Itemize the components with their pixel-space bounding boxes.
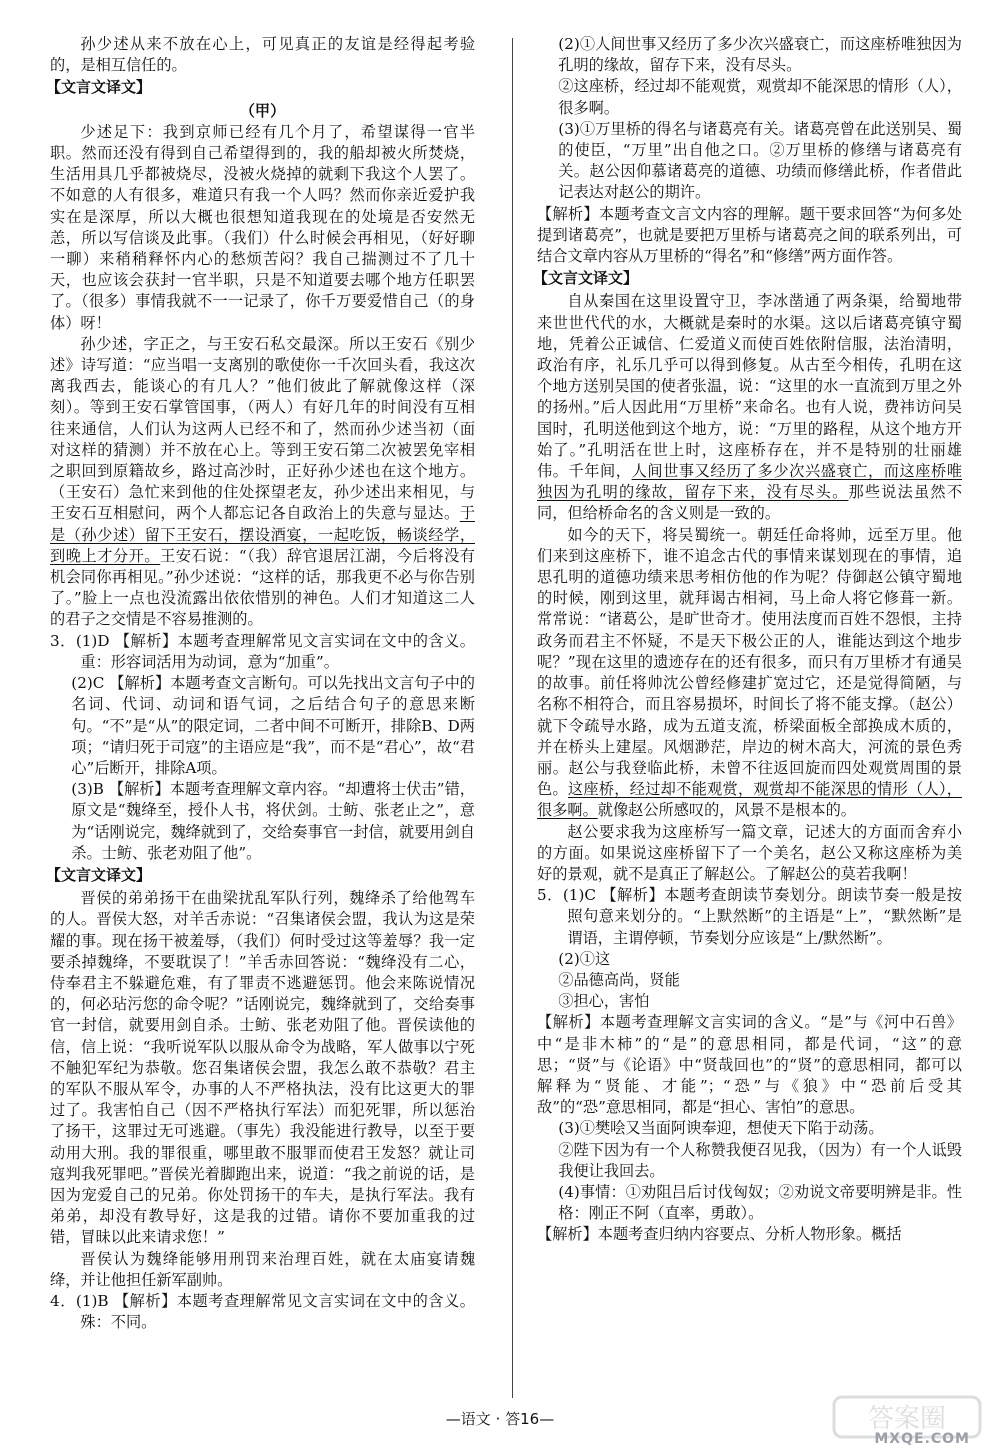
page-footer: —语文 · 答16— <box>445 1410 555 1428</box>
left-column <box>46 34 475 1333</box>
translation-3-part-a: 自从秦国在这里设置守卫，李冰凿通了两条渠，给蜀地带来世世代代的水，大概就是秦时的水渠。这以后诸葛亮镇守蜀地，凭着公正诚信、仁爱道义而使百姓依附信服，法治清明，政治有序，礼乐几乎可以得到修复。从古至今相传，孔明在这个地方送别吴国的使者张温，说：“这里的水一直流到万里之外的扬州。”后人因此用“万里桥”来命名。也有人说，费祎访问吴国时，孔明送他到这个地方，说：“万里的路程，从这个地方开始了。”孔明活在世上时，这座桥存在，并不是特别的壮丽雄伟。千年间， <box>537 292 962 481</box>
question-4-1: 4．(1)B 【解析】本题考查理解常见文言实词在文中的含义。殊：不同。 <box>50 1291 475 1332</box>
translation-3-paragraph-1 <box>537 291 962 524</box>
passage-yi-underlined: 于是（孙少述）留下王安石，摆设酒宴，一起吃饭，畅谈经学，到晚上才分开。 <box>50 504 475 565</box>
translation-3-part-b: 那些说法虽然不同，但给桥命名的含义则是一致的。 <box>537 483 963 523</box>
question-3-3: (3)B 【解析】本题考查理解文章内容。“却遭将士伏击”错，原文是“魏绛至，授仆人书，将伏剑。士鲂、张老止之”，意为“话刚说完，魏绛就到了，交给奏事官一封信，就要用剑自杀。士鲂、张老劝阻了他”。 <box>71 780 475 862</box>
watermark-text: 答案圈 <box>867 1404 947 1434</box>
question-5-3-a: (3)①樊哙又当面阿谀奉迎，想使天下陷于动荡。 <box>558 1119 884 1138</box>
passage-yi-part-a: 孙少述，字正之，与王安石私交最深。所以王安石《别少述》诗写道：“应当唱一支离别的歌使你一千次回头看，我这次离我西去，能谈心的有几人？”他们彼此了解就像这样（深刻）。等到王安石掌管国事，（两人）有好几年的时间没有互相往来通信，人们认为这两人已经不和了，然而孙少述当初（面对这样的猜测）并不放在心上。等到王安石第二次被罢免宰相之职回到原籍故乡，路过高沙时，正好孙少述也在这个地方。（王安石）急忙来到他的住处探望老友，孙少述出来相见，与王安石互相慰问，两个人都忘记各自政治上的失意与显达。 <box>50 334 475 523</box>
section-heading-translation-3: 【文言文译文】 <box>533 269 639 288</box>
question-3-analysis: 【解析】本题考查文言文内容的理解。题干要求回答“为何多处提到诸葛亮”，也就是要把万里桥与诸葛亮之间的联系列出，可结合文章内容从万里桥的“得名”和“修缮”两方面作答。 <box>537 204 962 266</box>
question-5-3-b: ②陛下因为有一个人称赞我便召见我，（因为）有一个人诋毁我便让我回去。 <box>558 1140 962 1180</box>
passage-yi-part-b: 王安石说：“（我）辞官退居江湖，今后将没有机会同你再相见。”孙少述说：“这样的话，那我更不必与你告别了。”脸上一点也没流露出依依惜别的神色。人们才知道这二人的君子之交情是不容易推测的。 <box>50 546 475 629</box>
question-3-1: 3．(1)D 【解析】本题考查理解常见文言实词在文中的含义。重：形容词活用为动词，意为“加重”。 <box>50 631 475 671</box>
translation-3-paragraph-3: 赵公要求我为这座桥写一篇文章，记述大的方面而舍弃小的方面。如果说这座桥留下了一个美名，赵公又称这座桥为美好的景观，就不是真正了解赵公。了解赵公的莫若我啊！ <box>537 822 962 883</box>
question-2-answer-2: ②这座桥，经过却不能观赏，观赏却不能深思的情形（人），很多啊。 <box>558 77 962 117</box>
passage-jia-title: （甲） <box>239 101 286 120</box>
section-heading-translation-1: 【文言文译文】 <box>46 78 152 97</box>
section-heading-translation-2: 【文言文译文】 <box>46 865 152 884</box>
question-3-answer: (3)①万里桥的得名与诸葛亮有关。诸葛亮曾在此送别吴、蜀的使臣，“万里”出自他之口。②万里桥的修缮与诸葛亮有关。赵公因仰慕诸葛亮的道德、功绩而修缮此桥，作者借此记表达对赵公的期许。 <box>558 119 962 202</box>
question-5-2-a: (2)①这 <box>558 949 611 968</box>
question-5-4: (4)事情：①劝阻吕后讨伐匈奴；②劝说文帝要明辨是非。性格：刚正不阿（直率，勇敢）。 <box>558 1182 962 1223</box>
question-5-1: 5．(1)C 【解析】本题考查朗读节奏划分。朗读节奏一般是按照句意来划分的。“上默然断”的主语是“上”，“默然断”是谓语，主谓停顿，节奏划分应该是“上/默然断”。 <box>537 886 962 947</box>
question-5-4-analysis: 【解析】本题考查归纳内容要点、分析人物形象。概括 <box>537 1225 902 1244</box>
question-2-answer-1: (2)①人间世事又经历了多少次兴盛衰亡，而这座桥唯独因为孔明的缘故，留存下来，没有尽头。 <box>558 35 962 75</box>
watermark-url: MXQE.COM <box>874 1431 970 1447</box>
question-5-2-c: ③担心，害怕 <box>558 992 650 1011</box>
passage-yi-translation <box>50 334 475 631</box>
translation-3-underlined-2: 这座桥，经过却不能观赏，观赏却不能深思的情形（人），很多啊。 <box>537 780 962 820</box>
right-column <box>533 34 963 1246</box>
intro-paragraph: 孙少述从来不放在心上，可见真正的友谊是经得起考验的，是相互信任的。 <box>50 35 475 75</box>
translation-3-underlined: 人间世事又经历了多少次兴盛衰亡，而这座桥唯独因为孔明的缘故，留存下来，没有尽头。 <box>537 462 963 502</box>
translation-3-paragraph-2 <box>537 525 962 822</box>
column-divider <box>512 38 513 1398</box>
translation-2-body: 晋侯的弟弟扬干在曲梁扰乱军队行列，魏绛杀了给他驾车的人。晋侯大怒，对羊舌赤说：“召集诸侯会盟，我认为这是荣耀的事。现在扬干被羞辱，（我们）何时受过这等羞辱？我一定要杀掉魏绛，不要耽误了！”羊舌赤回答说：“魏绛没有二心，侍奉君主不躲避危难，有了罪责不逃避惩罚。他会来陈说情况的，何必玷污您的命令呢？”话刚说完，魏绛就到了，交给奏事官一封信，就要用剑自杀。士鲂、张老劝阻了他。晋侯读他的信，信上说：“我听说军队以服从命令为战略，军人做事以宁死不触犯军纪为恭敬。您召集诸侯会盟，我怎么敢不恭敬？君主的军队不服从军令，办事的人不严格执法，没有比这更大的罪过了。我害怕自己（因不严格执行军法）而犯死罪，所以惩治了扬干，这罪过无可逃避。（事先）我没能进行教导，以至于要动用大刑。我的罪很重，哪里敢不服罪而使君王发怒？就让司寇判我死罪吧。”晋侯光着脚跑出来，说道：“我之前说的话，是因为宠爱自己的兄弟。你处罚扬干的车夫，是执行军法。我有弟弟，却没有教导好，这是我的过错。请你不要加重我的过错，冒昧以此来请求您！” <box>50 889 475 1247</box>
passage-jia-translation: 少述足下：我到京师已经有几个月了，希望谋得一官半职。然而还没有得到自己希望得到的，我的船却被火所焚烧，生活用具几乎都被烧尽，没被火烧掉的就剩下我这个人罢了。不如意的人有很多，难道只有我一个人吗？然而你亲近爱护我实在是深厚，所以大概也很想知道我现在的处境是否安然无恙，所以写信谈及此事。（我们）什么时候会再相见，（好好聊一聊）来稍稍释怀内心的愁烦苦闷？我自己揣测过不了几十天，也应该会获封一官半职，只是不知道要去哪个地方任职罢了。（很多）事情我就不一一记录了，你千万要爱惜自己（的身体）呀！ <box>50 122 475 332</box>
question-3-2: (2)C 【解析】本题考查文言断句。可以先找出文言句子中的名词、代词、动词和语气词，之后结合句子的意思来断句。“不”是“从”的限定词，二者中间不可断开，排除B、D两项；“请归死于司寇”的主语应是“我”，而不是“君心”，故“君心”后断开，排除A项。 <box>71 674 475 777</box>
question-5-2-b: ②品德高尚，贤能 <box>558 970 680 989</box>
translation-2-ending: 晋侯认为魏绛能够用刑罚来治理百姓，就在太庙宴请魏绛，并让他担任新军副帅。 <box>50 1249 475 1289</box>
translation-3-part-d: 就像赵公所感叹的，风景不是根本的。 <box>597 801 856 820</box>
question-5-2-analysis: 【解析】本题考查理解文言实词的含义。“是”与《河中石兽》中“是非木柿”的“是”的意思相同，都是代词，“这”的意思；“贤”与《论语》中“贤哉回也”的“贤”的意思相同，都可以解释为“贤能、才能”；“恐”与《狼》中“恐前后受其敌”的“恐”意思相同，都是“担心、害怕”的意思。 <box>537 1013 962 1117</box>
translation-3-part-c: 如今的天下，将吴蜀统一。朝廷任命将帅，远至万里。他们来到这座桥下，谁不追念古代的事情来谋划现在的事情，追思孔明的道德功绩来思考相仿他的作为呢？侍御赵公镇守蜀地的时候，刚到这里，就拜谒古相祠，马上命人将它修葺一新。常常说：“诸葛公，是旷世奇才。使用法度而百姓不怨恨，主持政务而君主不怀疑，不是天下极公正的人，谁能达到这个地步呢？”现在这里的遗迹存在的还有很多，而只有万里桥才有通吴的故事。前任将帅沈公曾经修建扩宽过它，还是觉得简陋，与名称不相符合，而且容易损坏，时间长了将不能支撑。（赵公）就下令疏导水路，成为五道支流，桥梁面板全部换成木质的，并在桥头上建屋。风烟渺茫，岸边的树木高大，河流的景色秀丽。赵公与我登临此桥，未曾不往返回旋而四处观赏周围的景色。 <box>537 525 962 799</box>
